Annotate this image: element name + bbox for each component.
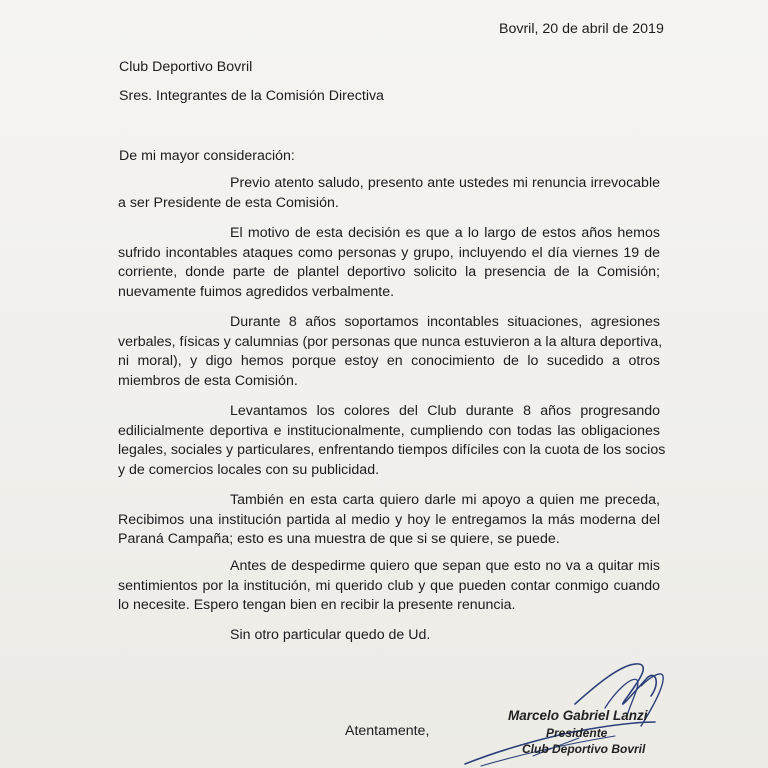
paragraph-5 <box>118 491 660 550</box>
signer-role: Presidente <box>546 726 608 740</box>
addressee-line: Sres. Integrantes de la Comisión Directiva <box>119 88 384 104</box>
paragraph-1 <box>118 174 660 213</box>
paragraph-line: sufrido incontables ataques como personas y grupo, incluyendo el día viernes 19 de <box>118 244 660 261</box>
paragraph-line: lo necesite. Espero tengan bien en recibir la presente renuncia. <box>118 597 516 614</box>
paragraph-line: miembros de esta Comisión. <box>118 373 298 390</box>
paragraph-2 <box>118 224 660 303</box>
paragraph-line: Levantamos los colores del Club durante 8 años progresando <box>230 403 660 419</box>
paragraph-line: sentimientos por la institución, mi querido club y que pueden contar conmigo cuando <box>118 577 660 594</box>
sign-off: Atentamente, <box>345 723 430 739</box>
signer-organization: Club Deportivo Bovril <box>522 742 646 756</box>
closing-line: Sin otro particular quedo de Ud. <box>230 627 431 643</box>
paragraph-line: Paraná Campaña; esto es una muestra de que si se quiere, se puede. <box>118 531 560 548</box>
paragraph-line: a ser Presidente de esta Comisión. <box>118 194 339 211</box>
paragraph-6 <box>118 557 660 616</box>
paragraph-line: edilicialmente deportiva e institucionalmente, cumpliendo con todas las obligaciones <box>118 422 660 439</box>
date-line: Bovril, 20 de abril de 2019 <box>499 21 664 37</box>
recipient-name: Club Deportivo Bovril <box>119 59 253 75</box>
paragraph-3 <box>118 313 663 392</box>
paragraph-line: Antes de despedirme quiero que sepan que esto no va a quitar mis <box>230 558 660 574</box>
paragraph-line: y de comercios locales con su publicidad. <box>118 462 380 479</box>
paragraph-line: El motivo de esta decisión es que a lo largo de estos años hemos <box>230 225 660 241</box>
greeting: De mi mayor consideración: <box>119 148 295 164</box>
paragraph-line: corriente, donde parte de plantel deportivo solicito la presencia de la Comisión; <box>118 264 660 281</box>
signer-name: Marcelo Gabriel Lanzi <box>508 708 648 723</box>
paragraph-line: Recibimos una institución partida al medio y hoy le entregamos la más moderna del <box>118 511 660 528</box>
paragraph-line: Durante 8 años soportamos incontables situaciones, agresiones <box>230 314 660 330</box>
paragraph-line: También en esta carta quiero darle mi apoyo a quien me preceda, <box>230 492 660 508</box>
paragraph-line: Previo atento saludo, presento ante ustedes mi renuncia irrevocable <box>230 175 660 191</box>
paragraph-line: nuevamente fuimos agredidos verbalmente. <box>118 284 395 301</box>
paragraph-line: legales, sociales y particulares, enfrentando tiempos difíciles con la cuota de los socios <box>118 442 666 459</box>
paragraph-line: ni moral), y digo hemos porque estoy en conocimiento de lo sucedido a otros <box>118 353 660 370</box>
paragraph-4 <box>118 402 666 481</box>
paragraph-line: verbales, físicas y calumnias (por personas que nunca estuvieron a la altura deportiva, <box>118 333 663 350</box>
